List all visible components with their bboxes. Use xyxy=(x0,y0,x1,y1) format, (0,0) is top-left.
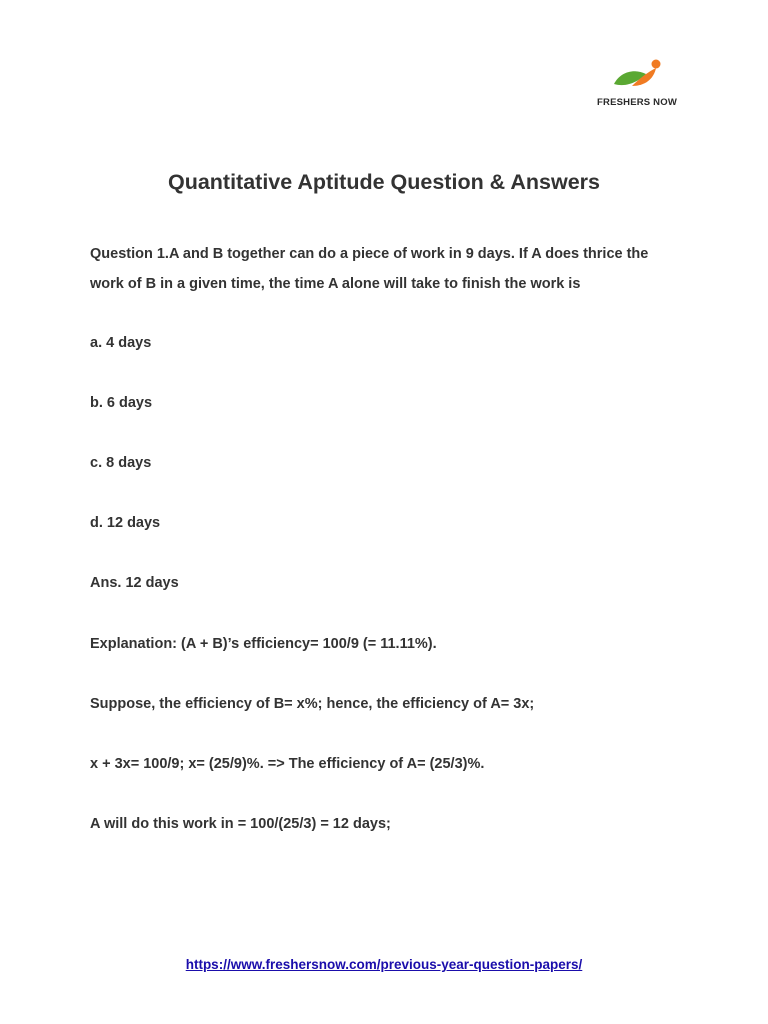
question-line-2: work of B in a given time, the time A alone will take to finish the work is xyxy=(90,276,581,292)
previous-year-papers-link[interactable]: https://www.freshersnow.com/previous-year-question-papers/ xyxy=(185,957,583,972)
option-d: d. 12 days xyxy=(90,515,161,531)
page-title: Quantitative Aptitude Question & Answers xyxy=(167,170,601,194)
answer-text: Ans. 12 days xyxy=(90,575,179,591)
question-line-1: Question 1.A and B together can do a piece of work in 9 days. If A does thrice the xyxy=(90,246,649,262)
explanation-line-1: Explanation: (A + B)’s efficiency= 100/9 (= 11.11%). xyxy=(90,636,437,652)
freshers-now-logo xyxy=(596,58,678,114)
option-c: c. 8 days xyxy=(90,455,152,471)
explanation-line-2: Suppose, the efficiency of B= x%; hence, the efficiency of A= 3x; xyxy=(90,696,535,712)
option-b: b. 6 days xyxy=(90,395,153,411)
logo-text: FRESHERS NOW xyxy=(597,97,677,108)
option-a: a. 4 days xyxy=(90,335,152,351)
explanation-line-3: x + 3x= 100/9; x= (25/9)%. => The efficiency of A= (25/3)%. xyxy=(90,756,485,772)
runner-icon xyxy=(612,58,662,96)
question-text xyxy=(90,239,690,299)
explanation-line-4: A will do this work in = 100/(25/3) = 12 days; xyxy=(90,816,391,832)
